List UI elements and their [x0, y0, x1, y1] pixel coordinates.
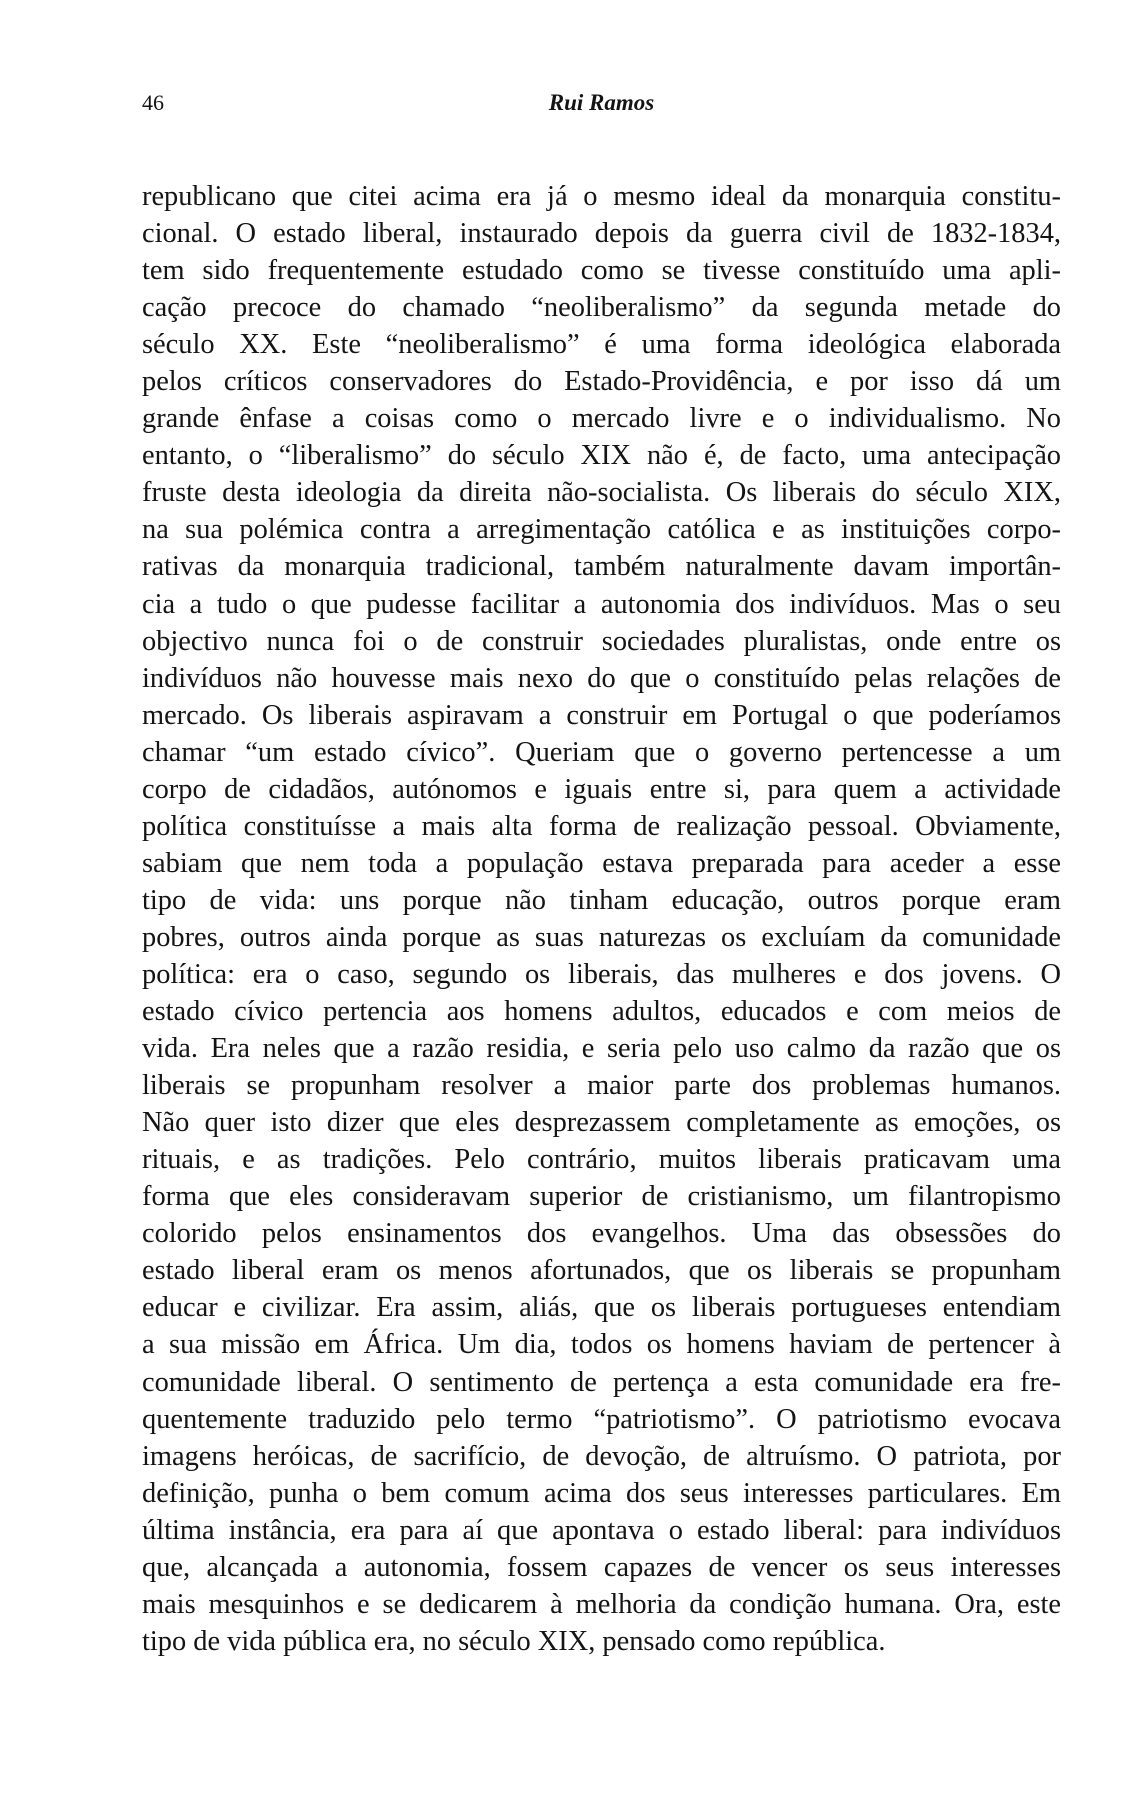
text-line: comunidade liberal. O sentimento de pertença a esta comunidade era fre-: [142, 1366, 1061, 1398]
text-line: tem sido frequentemente estudado como se tivesse constituído uma apli-: [142, 255, 1061, 287]
page-header: [142, 88, 1061, 118]
text-line: sabiam que nem toda a população estava preparada para aceder a esse: [142, 847, 1061, 879]
text-line: entanto, o “liberalismo” do século XIX não é, de facto, uma antecipação: [142, 440, 1061, 472]
text-line: a sua missão em África. Um dia, todos os homens haviam de pertencer à: [142, 1329, 1061, 1361]
text-line: século XX. Este “neoliberalismo” é uma forma ideológica elaborada: [142, 329, 1061, 361]
text-line: última instância, era para aí que apontava o estado liberal: para indivíduos: [142, 1514, 1061, 1546]
text-line: imagens heróicas, de sacrifício, de devoção, de altruísmo. O patriota, por: [142, 1440, 1061, 1472]
text-line: definição, punha o bem comum acima dos seus interesses particulares. Em: [142, 1477, 1061, 1509]
text-line: mercado. Os liberais aspiravam a construir em Portugal o que poderíamos: [142, 699, 1061, 731]
text-line: republicano que citei acima era já o mesmo ideal da monarquia constitu-: [142, 181, 1061, 212]
text-line: fruste desta ideologia da direita não-socialista. Os liberais do século XIX,: [142, 477, 1061, 509]
text-line: pobres, outros ainda porque as suas naturezas os excluíam da comunidade: [142, 921, 1061, 953]
text-line: cia a tudo o que pudesse facilitar a autonomia dos indivíduos. Mas o seu: [142, 588, 1061, 620]
text-line: indivíduos não houvesse mais nexo do que o constituído pelas relações de: [142, 662, 1061, 694]
running-head: Rui Ramos: [548, 90, 655, 115]
body-text: [142, 178, 1061, 1660]
text-line: política constituísse a mais alta forma de realização pessoal. Obviamente,: [142, 810, 1061, 842]
text-line: corpo de cidadãos, autónomos e iguais entre si, para quem a actividade: [142, 773, 1061, 805]
text-line: estado cívico pertencia aos homens adultos, educados e com meios de: [142, 996, 1061, 1028]
page-number: 46: [142, 90, 164, 115]
text-line: rituais, e as tradições. Pelo contrário, muitos liberais praticavam uma: [142, 1144, 1061, 1176]
text-line: objectivo nunca foi o de construir sociedades pluralistas, onde entre os: [142, 625, 1061, 657]
text-line: educar e civilizar. Era assim, aliás, que os liberais portugueses entendiam: [142, 1292, 1061, 1324]
text-line: rativas da monarquia tradicional, também naturalmente davam importân-: [142, 551, 1061, 583]
text-line: quentemente traduzido pelo termo “patriotismo”. O patriotismo evocava: [142, 1403, 1061, 1435]
text-line: tipo de vida: uns porque não tinham educação, outros porque eram: [142, 884, 1061, 916]
text-line: pelos críticos conservadores do Estado-Providência, e por isso dá um: [142, 366, 1061, 398]
text-line: cional. O estado liberal, instaurado depois da guerra civil de 1832-1834,: [142, 218, 1061, 250]
text-line: tipo de vida pública era, no século XIX, pensado como república.: [142, 1625, 886, 1657]
text-line: cação precoce do chamado “neoliberalismo” da segunda metade do: [142, 292, 1061, 324]
text-line: grande ênfase a coisas como o mercado livre e o individualismo. No: [142, 403, 1061, 435]
text-line: política: era o caso, segundo os liberais, das mulheres e dos jovens. O: [142, 958, 1061, 990]
text-line: vida. Era neles que a razão residia, e seria pelo uso calmo da razão que os: [142, 1033, 1061, 1065]
text-line: na sua polémica contra a arregimentação católica e as instituições corpo-: [142, 514, 1061, 546]
text-line: mais mesquinhos e se dedicarem à melhoria da condição humana. Ora, este: [142, 1588, 1061, 1620]
text-line: forma que eles consideravam superior de cristianismo, um filantropismo: [142, 1181, 1061, 1213]
text-line: estado liberal eram os menos afortunados, que os liberais se propunham: [142, 1255, 1061, 1287]
text-line: chamar “um estado cívico”. Queriam que o governo pertencesse a um: [142, 736, 1061, 768]
text-line: liberais se propunham resolver a maior parte dos problemas humanos.: [142, 1070, 1061, 1102]
text-line: colorido pelos ensinamentos dos evangelhos. Uma das obsessões do: [142, 1218, 1061, 1250]
text-line: que, alcançada a autonomia, fossem capazes de vencer os seus interesses: [142, 1551, 1061, 1583]
text-line: Não quer isto dizer que eles desprezassem completamente as emoções, os: [142, 1107, 1061, 1139]
